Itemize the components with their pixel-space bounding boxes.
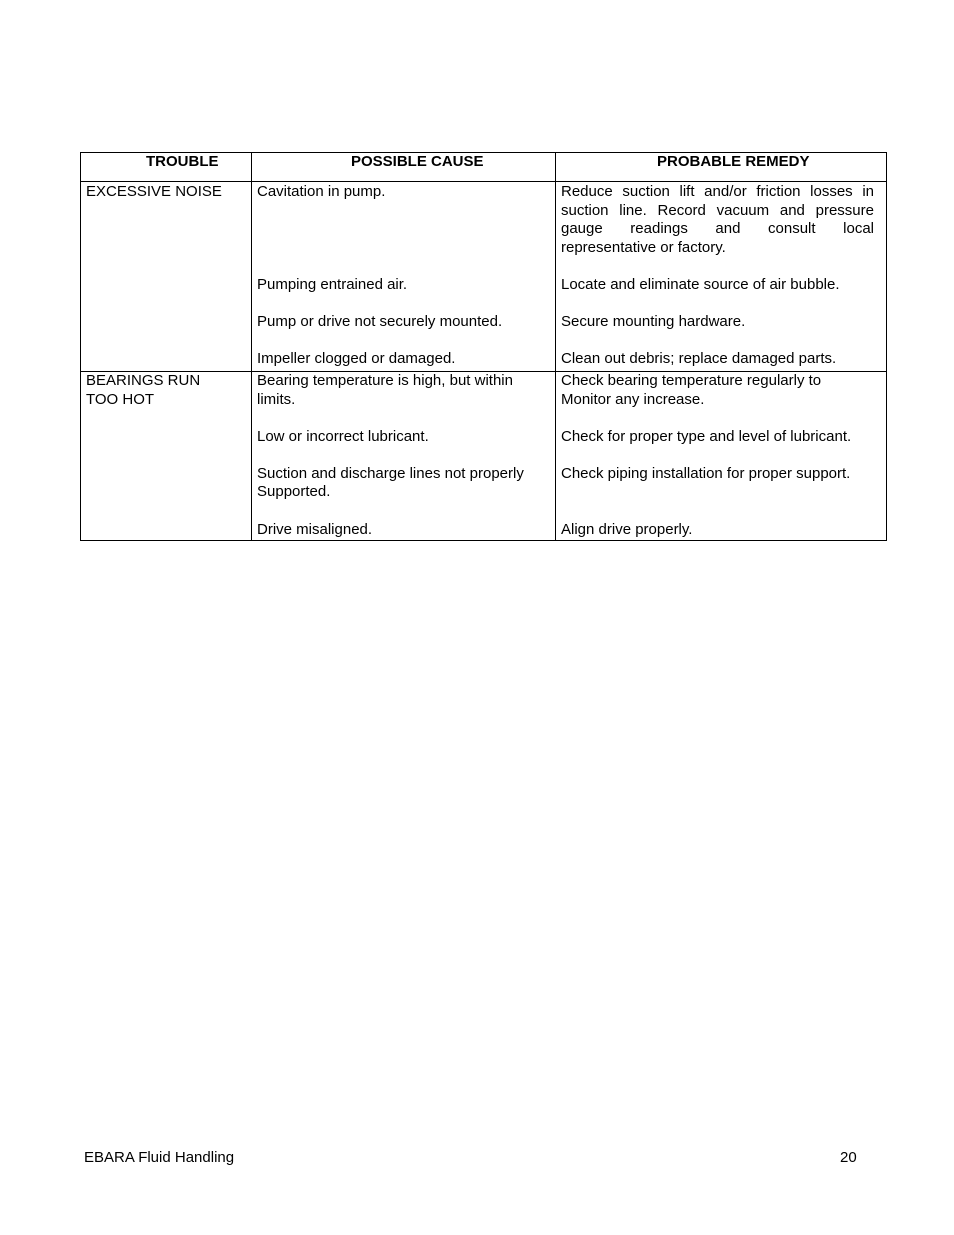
header-trouble	[81, 153, 252, 182]
remedy-item: Clean out debris; replace damaged parts.	[561, 349, 837, 367]
header-possible-cause	[252, 153, 556, 182]
cause-item: Bearing temperature is high, but within limits.	[257, 372, 513, 408]
table-row	[81, 182, 887, 372]
cause-item: Impeller clogged or damaged.	[257, 349, 456, 367]
cause-item: Pumping entrained air.	[257, 275, 408, 293]
cause-item: Low or incorrect lubricant.	[257, 427, 429, 445]
remedy-item: Reduce suction lift and/or friction losses in suction line. Record vacuum and pressure gauge readings and consult local representative or factory.	[561, 183, 874, 256]
remedy-item: Check for proper type and level of lubricant.	[561, 427, 852, 445]
header-possible-cause-label: POSSIBLE CAUSE	[351, 153, 484, 170]
table-row	[81, 372, 887, 541]
remedy-cell	[556, 182, 887, 372]
remedy-item: Secure mounting hardware.	[561, 312, 746, 330]
remedy-item: Check piping installation for proper support.	[561, 464, 851, 482]
remedy-item: Locate and eliminate source of air bubble.	[561, 275, 840, 293]
header-trouble-label: TROUBLE	[146, 153, 219, 170]
cause-item: Cavitation in pump.	[257, 183, 386, 200]
footer-page-number: 20	[840, 1149, 857, 1166]
remedy-cell	[556, 372, 887, 541]
trouble-label: EXCESSIVE NOISE	[86, 183, 222, 200]
troubleshooting-table	[80, 152, 887, 541]
remedy-item: Check bearing temperature regularly to Monitor any increase.	[561, 372, 822, 408]
cause-item: Pump or drive not securely mounted.	[257, 312, 503, 330]
table-header-row	[81, 153, 887, 182]
header-probable-remedy-label: PROBABLE REMEDY	[657, 153, 810, 170]
cause-cell	[252, 182, 556, 372]
remedy-item: Align drive properly.	[561, 520, 693, 538]
trouble-label-line1: BEARINGS RUN	[86, 372, 201, 389]
cause-item: Drive misaligned.	[257, 520, 373, 538]
trouble-label-line2: TOO HOT	[86, 390, 155, 408]
cause-item: Suction and discharge lines not properly Supported.	[257, 464, 524, 500]
trouble-cell	[81, 182, 252, 372]
footer-company: EBARA Fluid Handling	[84, 1149, 235, 1166]
header-probable-remedy	[556, 153, 887, 182]
trouble-cell	[81, 372, 252, 541]
cause-cell	[252, 372, 556, 541]
